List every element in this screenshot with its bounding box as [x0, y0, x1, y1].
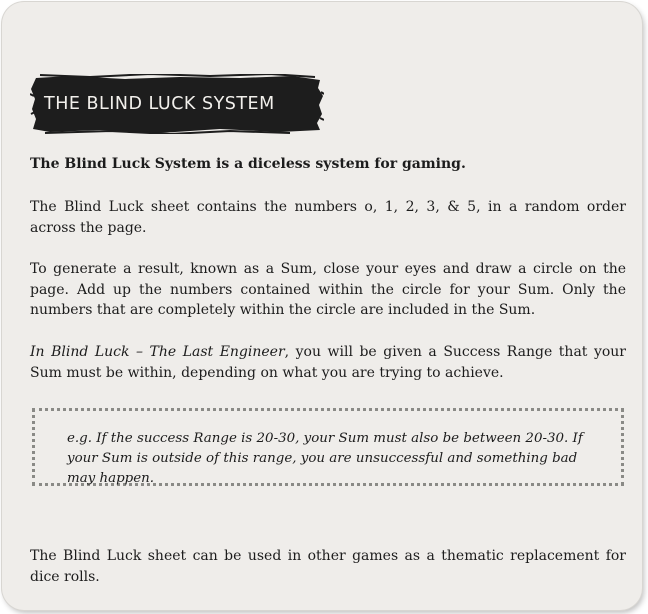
intro-heading: The Blind Luck System is a diceless system for gaming. — [30, 156, 466, 172]
success-range-text: , you will be given a Success Range that your Sum must be within, depending on what you are trying to achieve. — [30, 344, 626, 381]
title-banner — [30, 74, 324, 134]
banner-title: THE BLIND LUCK SYSTEM — [44, 94, 275, 114]
example-callout — [32, 408, 624, 486]
success-range-paragraph — [30, 342, 626, 383]
game-title: In Blind Luck – The Last Engineer — [30, 344, 285, 360]
example-text: e.g. If the success Range is 20-30, your Sum must also be between 20-30. If your Sum is outside of this range, you are unsuccessful and something bad may happen. — [67, 431, 583, 486]
generate-result-paragraph: To generate a result, known as a Sum, close your eyes and draw a circle on the page. Add up the numbers contained within the circle for your Sum. Only the numbers that are completely within the circle are included in the Sum. — [30, 261, 626, 318]
other-games-paragraph: The Blind Luck sheet can be used in other games as a thematic replacement for dice rolls. — [30, 548, 626, 585]
rulebook-page — [2, 2, 642, 610]
sheet-description-paragraph: The Blind Luck sheet contains the numbers o, 1, 2, 3, & 5, in a random order across the page. — [30, 199, 626, 236]
